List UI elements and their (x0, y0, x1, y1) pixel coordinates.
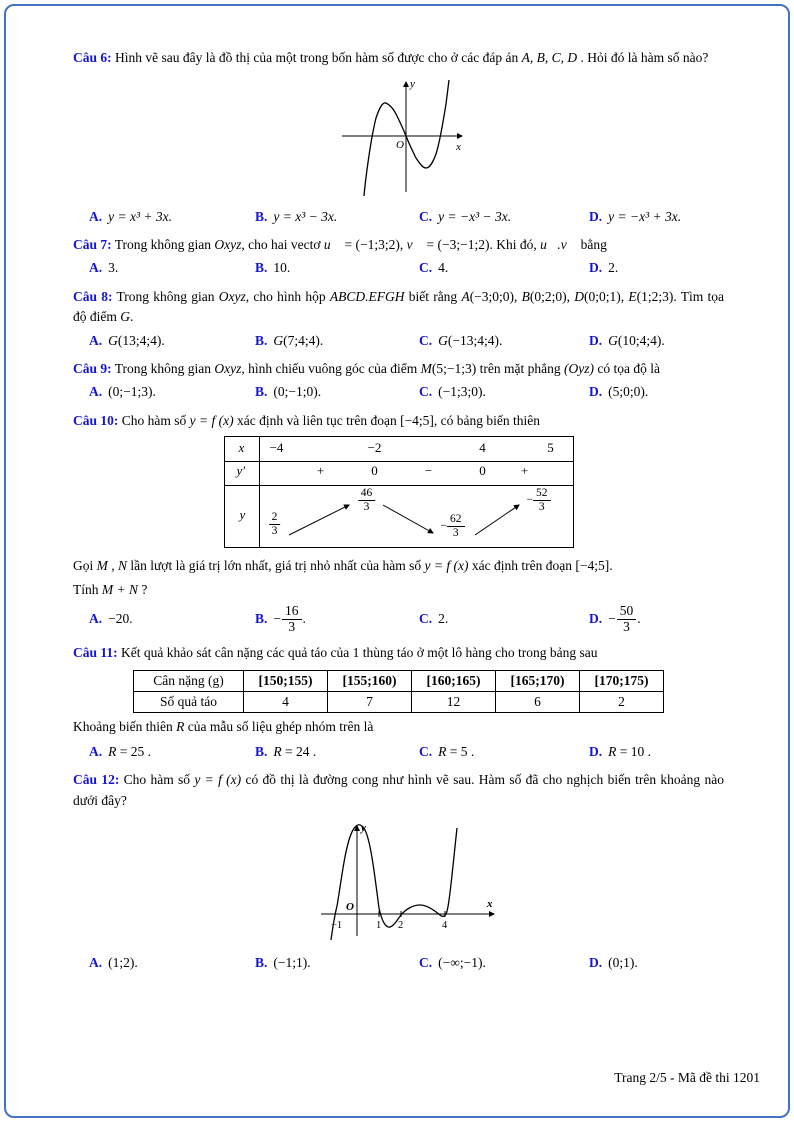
option-a (89, 609, 255, 629)
question-7-body: Trong không gian Oxyz, cho hai vectơ u⃗ = (−1;3;2), v⃗ = (−3;−1;2). Khi đó, u⃗.v⃗ bằng (114, 236, 607, 252)
page-footer: Trang 2/5 - Mã đề thi 1201 (614, 1070, 760, 1085)
option-text: y = −x³ − 3x. (438, 208, 512, 224)
arrow-up (475, 505, 519, 535)
origin-label: O (346, 901, 354, 914)
option-a (89, 331, 255, 351)
count-cell: 6 (496, 692, 580, 713)
fraction: $\frac{50}{3}$ (617, 604, 637, 635)
table-row (134, 692, 664, 713)
option-text: G(13;4;4). (108, 332, 165, 348)
count-cell: 2 (580, 692, 664, 713)
minus-sign: − (273, 611, 282, 627)
variation-arrows (225, 437, 575, 549)
option-text: G(7;4;4). (273, 332, 324, 348)
option-a (89, 742, 255, 762)
option-c (419, 207, 589, 227)
tick-label: 2 (398, 920, 404, 932)
question-11-body: Kết quả khảo sát cân nặng các quả táo của 1 thùng táo ở một lô hàng cho trong bảng sau (121, 644, 598, 660)
minus-sign: − (608, 611, 616, 627)
question-11-text (73, 643, 724, 664)
question-8-label: Câu 8: (73, 288, 113, 304)
row-label-x: x (238, 440, 245, 456)
arrow-down (383, 505, 433, 533)
question-12-figure (73, 814, 724, 950)
option-letter: D. (589, 743, 603, 759)
question-12-options (73, 953, 724, 973)
row-label-yprime: y′ (236, 463, 246, 479)
question-6 (73, 48, 724, 227)
x-axis-label: x (487, 898, 493, 911)
question-10-body: Cho hàm số y = f (x) xác định và liên tục trên đoạn [−4;5], có bảng biến thiên (121, 412, 541, 428)
minus-sign: − (440, 520, 447, 533)
option-text: −20. (108, 611, 133, 627)
minus-sign: − (526, 494, 533, 507)
option-c (419, 742, 589, 762)
question-9-text (73, 359, 724, 380)
question-10-label: Câu 10: (73, 412, 119, 428)
question-7-options (73, 258, 724, 278)
option-letter: A. (89, 611, 103, 627)
question-8-text (73, 287, 724, 328)
option-c (419, 953, 589, 973)
question-8 (73, 287, 724, 351)
option-c (419, 609, 589, 629)
option-letter: B. (255, 955, 268, 971)
tick-label: 1 (376, 920, 382, 932)
x-axis-label: x (455, 140, 461, 153)
option-b (255, 604, 419, 635)
option-text: 4. (438, 260, 449, 276)
option-a (89, 953, 255, 973)
sign: + (316, 463, 325, 479)
option-letter: A. (89, 208, 103, 224)
fraction: $\frac{16}{3}$ (282, 604, 302, 635)
x-value: 4 (479, 440, 486, 456)
interval-cell: [155;160) (328, 671, 412, 692)
option-letter: B. (255, 743, 268, 759)
option-b (255, 207, 419, 227)
x-value: −4 (269, 440, 284, 456)
header-cell: Số quả táo (134, 692, 244, 713)
option-letter: D. (589, 208, 603, 224)
option-letter: B. (255, 384, 268, 400)
question-6-figure (73, 72, 724, 204)
sign: + (520, 463, 529, 479)
sign: 0 (371, 463, 378, 479)
option-fraction (273, 604, 306, 635)
option-letter: C. (419, 384, 433, 400)
question-8-options (73, 331, 724, 351)
option-letter: C. (419, 332, 433, 348)
question-7 (73, 235, 724, 279)
fraction: $\frac{2}{3}$ (269, 511, 281, 537)
interval-cell: [160;165) (412, 671, 496, 692)
option-text: R = 5 . (438, 743, 475, 759)
option-b (255, 258, 419, 278)
option-b (255, 331, 419, 351)
option-text: (0;1). (608, 955, 638, 971)
question-9 (73, 359, 724, 403)
question-7-label: Câu 7: (73, 236, 112, 252)
y-axis-label: y (361, 822, 366, 835)
option-letter: C. (419, 260, 433, 276)
row-label-y: y (239, 507, 246, 523)
option-d (589, 382, 724, 402)
option-letter: D. (589, 955, 603, 971)
option-d (589, 207, 724, 227)
option-text: R = 10 . (608, 743, 651, 759)
origin-label: O (395, 138, 404, 151)
question-10 (73, 411, 724, 635)
question-6-text (73, 48, 724, 69)
question-10-options (73, 604, 724, 635)
option-letter: B. (255, 332, 268, 348)
tick-label: 4 (442, 920, 448, 932)
x-value: 5 (547, 440, 554, 456)
quartic-function-graph (291, 814, 506, 946)
option-text: y = −x³ + 3x. (608, 208, 682, 224)
option-text: (0;−1;3). (108, 384, 156, 400)
option-text: R = 24 . (273, 743, 317, 759)
question-12 (73, 770, 724, 973)
interval-cell: [165;170) (496, 671, 580, 692)
option-a (89, 258, 255, 278)
count-cell: 4 (244, 692, 328, 713)
question-9-label: Câu 9: (73, 360, 112, 376)
question-6-label: Câu 6: (73, 50, 112, 65)
y-axis-label: y (409, 77, 415, 90)
arrow-up (289, 505, 349, 535)
fraction: $\frac{46}{3}$ (358, 487, 376, 513)
option-letter: B. (255, 260, 268, 276)
option-text: (−1;1). (273, 955, 311, 971)
option-letter: B. (255, 611, 268, 627)
option-d (589, 258, 724, 278)
option-letter: A. (89, 955, 103, 971)
option-text: (0;−1;0). (273, 384, 322, 400)
option-b (255, 742, 419, 762)
question-6-options (73, 207, 724, 227)
count-cell: 7 (328, 692, 412, 713)
question-11-label: Câu 11: (73, 644, 118, 660)
option-letter: A. (89, 332, 103, 348)
question-8-body: Trong không gian Oxyz, cho hình hộp ABCD.EFGH biết rằng A(−3;0;0), B(0;2;0), D(0;0;1), E(1;2;3). Tìm tọa độ điểm G. (73, 288, 725, 325)
quartic-curve (331, 825, 457, 940)
option-letter: C. (419, 955, 433, 971)
option-letter: A. (89, 260, 103, 276)
option-letter: C. (419, 743, 433, 759)
option-d (589, 604, 724, 635)
question-10-text (73, 411, 724, 432)
question-11 (73, 643, 724, 762)
sign: 0 (479, 463, 486, 479)
option-letter: D. (589, 384, 603, 400)
option-letter: B. (255, 208, 268, 224)
interval-cell: [150;155) (244, 671, 328, 692)
option-text: 10. (273, 260, 291, 276)
question-12-label: Câu 12: (73, 772, 120, 788)
option-text: 2. (438, 611, 449, 627)
option-text: (5;0;0). (608, 384, 649, 400)
option-text: G(10;4;4). (608, 332, 665, 348)
x-value: −2 (367, 440, 382, 456)
interval-cell: [170;175) (580, 671, 664, 692)
option-text: y = x³ − 3x. (273, 208, 338, 224)
option-a (89, 382, 255, 402)
count-cell: 12 (412, 692, 496, 713)
option-fraction (608, 604, 641, 635)
option-letter: C. (419, 208, 433, 224)
question-7-text (73, 235, 724, 256)
option-letter: D. (589, 611, 603, 627)
option-d (589, 742, 724, 762)
option-b (255, 953, 419, 973)
question-9-options (73, 382, 724, 402)
option-d (589, 953, 724, 973)
option-text: (−1;3;0). (438, 384, 486, 400)
option-c (419, 382, 589, 402)
table-row (134, 671, 664, 692)
fraction: $\frac{62}{3}$ (447, 513, 465, 539)
option-text: y = x³ + 3x. (108, 208, 172, 224)
fraction: $\frac{52}{3}$ (533, 487, 551, 513)
option-letter: C. (419, 611, 433, 627)
weight-frequency-table (133, 670, 664, 713)
sign: − (424, 463, 433, 479)
question-10-tail: Tính M + N ? (73, 581, 148, 597)
cubic-function-graph (324, 72, 474, 200)
question-11-options (73, 742, 724, 762)
period: . (302, 611, 306, 627)
option-c (419, 258, 589, 278)
question-12-text (73, 770, 724, 811)
option-c (419, 331, 589, 351)
option-b (255, 382, 419, 402)
option-text: R = 25 . (108, 743, 151, 759)
option-letter: A. (89, 743, 103, 759)
option-text: 2. (608, 260, 619, 276)
option-letter: A. (89, 384, 103, 400)
question-10-mid: Gọi M , N lần lượt là giá trị lớn nhất, giá trị nhỏ nhất của hàm số y = f (x) xác định trên đoạn [−4;5]. (73, 558, 613, 574)
option-letter: D. (589, 332, 603, 348)
question-12-body: Cho hàm số y = f (x) có đồ thị là đường cong như hình vẽ sau. Hàm số đã cho nghịch biến trên khoảng nào dưới đây? (73, 772, 724, 808)
option-letter: D. (589, 260, 603, 276)
header-cell: Cân nặng (g) (134, 671, 244, 692)
variation-table (224, 436, 574, 548)
question-9-body: Trong không gian Oxyz, hình chiếu vuông góc của điểm M(5;−1;3) trên mặt phẳng (Oyz) có tọa độ là (114, 360, 660, 376)
option-text: 3. (108, 260, 119, 276)
option-a (89, 207, 255, 227)
option-text: G(−13;4;4). (438, 332, 503, 348)
option-d (589, 331, 724, 351)
option-text: (1;2). (108, 955, 138, 971)
option-text: (−∞;−1). (438, 955, 486, 971)
period: . (637, 611, 641, 627)
question-11-after: Khoảng biến thiên R của mẫu số liệu ghép nhóm trên là (73, 719, 374, 735)
tick-label: −1 (331, 920, 343, 932)
question-6-body: Hình vẽ sau đây là đồ thị của một trong bốn hàm số được cho ở các đáp án A, B, C, D . Hỏi đó là hàm số nào? (115, 50, 709, 65)
